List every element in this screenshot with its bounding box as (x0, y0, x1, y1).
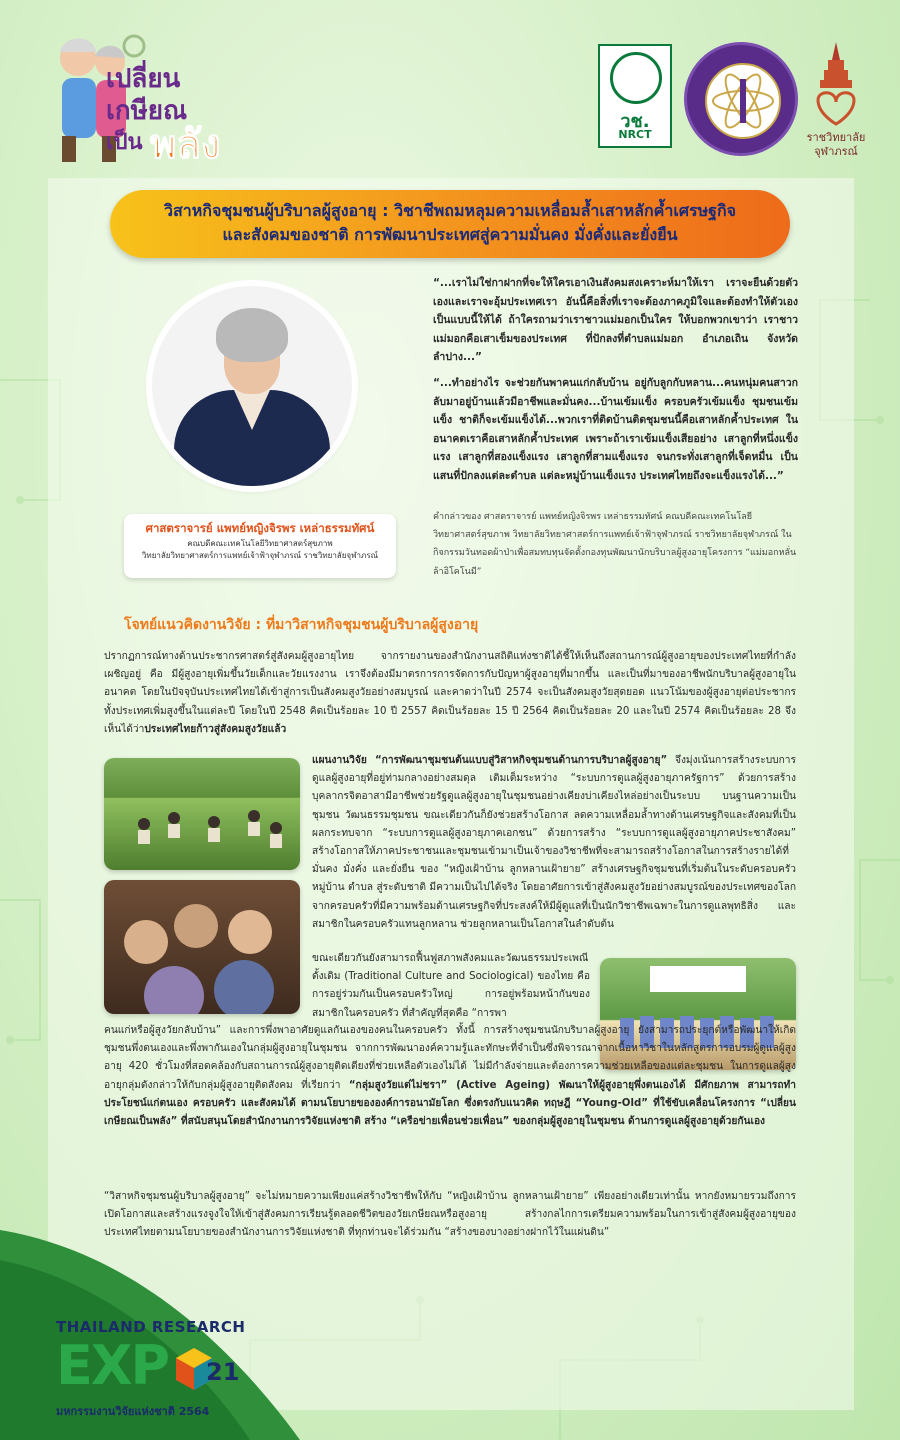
expo-word: EXP (56, 1334, 169, 1397)
paragraph-1: ปรากฏการณ์ทางด้านประชากรศาสตร์สู่สังคมผู้สูงอายุไทย จากรายงานของสำนักงานสถิติแห่งชาติได้ชี้ให้เห็นถึงสถานการณ์ผู้สูงอายุของประเทศไทยที่กำลังเผชิญอยู่ คือ มีผู้สูงอายุเพิ่มขึ้นวัยเด็กและวัยแรงงาน เราจึงต้องมีมาตรการการจัดการกับปัญหาผู้สูงอายุที่มากขึ้น และเป็นที่มาของอาชีพนักบริบาลผู้สูงอายุในอนาคต โดยในปัจจุบันประเทศไทยได้เข้าสู่การเป็นสังคมสูงวัยอย่างสมบูรณ์ และคาดว่าในปี 2574 จะเป็นสังคมสูงวัยสุดยอด แนวโน้มของผู้สูงอายุต่อประชากรทั้งประเทศเพิ่มสูงขึ้นในแต่ละปี โดยในปี 2548 คิดเป็นร้อยละ 10 ปี 2557 คิดเป็นร้อยละ 15 ปี 2564 คิดเป็นร้อยละ 20 และในปี 2574 คิดเป็นร้อยละ 28 จึงเห็นได้ว่าประเทศไทยก้าวสู่สังคมสูงวัยแล้ว (104, 651, 796, 735)
title-banner (110, 190, 790, 258)
crown-emblem-icon (796, 40, 876, 126)
logo-text-line1: เปลี่ยน (106, 64, 181, 94)
logo-text-line4: พลัง (150, 122, 221, 168)
rice-field-photo (104, 758, 300, 870)
speaker-position-1: คณบดีคณะเทคโนโลยีวิทยาศาสตร์สุขภาพ (187, 539, 333, 548)
cra-name-line1: ราชวิทยาลัย (806, 131, 866, 144)
paragraph-3: ขณะเดียวกันยังสามารถฟื้นฟูสภาพสังคมและวัฒนธรรมประเพณีดั้งเดิม (Traditional Culture and Sociological) ของไทย คือการอยู่ร่วมกันเป็นครอบครัวใหญ่ การอยู่พร้อมหน้ากันของสมาชิกในครอบครัว ที่สำคัญที่สุดคือ “การพา (312, 953, 590, 1019)
quote-2: “...ทำอย่างไร จะช่วยกันพาคนแก่กลับบ้าน อยู่กับลูกกับหลาน...คนหนุ่มคนสาวกลับมาอยู่บ้านแล้วมีอาชีพและมั่นคง...บ้านเข้มแข็ง ครอบครัวเข้มแข็ง ชุมชนเข้มแข็ง ชาติก็จะเข้มแข็งได้...พวกเราที่ติดบ้านติดชุมชนนี้คือเสาหลักค้ำประเทศ ในอนาคตเราคือเสาหลักค้ำประเทศ เพราะถ้าเราเข้มแข็งเสียอย่าง เสาลูกที่หนึ่งแข็งแรง เสาลูกที่สองแข็งแรง เสาลูกที่สามแข็งแรง จนกระทั่งเสาลูกที่เจ็ดหมื่น เป็นแสนที่ปักลงแต่ละตำบล แต่ละหมู่บ้านแข็งแรง ประเทศไทยถึงจะแข็งแรงได้...” (433, 377, 798, 482)
logo-text-line2: เกษียณ (106, 96, 188, 126)
thailand-research-expo-logo (56, 1318, 266, 1418)
cra-name-line2: จุฬาภรณ์ (814, 145, 858, 158)
nrct-logo (598, 44, 672, 148)
nrct-abbr: วช. (620, 111, 650, 132)
paragraph-2: แผนงานวิจัย “การพัฒนาชุมชนต้นแบบสู่วิสาหกิจชุมชนด้านการบริบาลผู้สูงอายุ” จึงมุ่งเน้นการสร้างระบบการดูแลผู้สูงอายุที่อยู่ท่ามกลางอย่างสมดุล เติมเต็มระหว่าง “ระบบการดูแลผู้สูงอายุภาครัฐการ” ด้วยการสร้างบุคลากรจิตอาสามีอาชีพช่วยรัฐดูแลผู้สูงอายุในชุมชนอย่างเคียงบ่าเคียงไหล่อย่างเป็นระบบ บนฐานความเป็นชุมชน วัฒนธรรมชุมชน ขณะเดียวกันก็ยังช่วยสร้างโอกาส ลดความเหลื่อมล้ำทางด้านเศรษฐกิจและสังคมที่เป็นผลกระทบจาก “ระบบการดูแลผู้สูงอายุภาคเอกชน” ด้วยการสร้าง “ระบบการดูแลผู้สูงอายุภาคประชาสังคม” สร้างโอกาสให้ภาคประชาชนและชุมชนเข้ามาเป็นเจ้าของวิชาชีพที่จะสามารถสร้างโอกาสในการสร้างรายได้ที่มั่นคง มั่งคั่ง และยั่งยืน ของ “หญิงเฝ้าบ้าน ลูกหลานเฝ้ายาย” สร้างเศรษฐกิจชุมชนที่เริ่มต้นในระดับครอบครัว หมู่บ้าน ตำบล สู่ระดับชาติ มีความเป็นไปได้จริง โดยอาศัยการเข้าสู่สังคมสูงวัยอย่างสมบูรณ์ของประเทศของโลก จากครอบครัวที่มีความพร้อมด้านเศรษฐกิจที่ประสงค์ให้มีผู้ดูแลที่เป็นนักวิชาชีพเฉพาะในการดูแลพุทธิสิ่ง และ สมาชิกในครอบครัวแทนลูกหลาน ช่วยลูกหลานเป็นโอกาสในลำดับต้น (312, 755, 796, 930)
expo-subtitle: มหกรรมงานวิจัยแห่งชาติ 2564 (56, 1405, 210, 1418)
speaker-name-card (124, 514, 396, 578)
ministry-seal-logo (684, 42, 798, 156)
banner-title-line2: และสังคมของชาติ การพัฒนาประเทศสู่ความมั่นคง มั่งคั่งและยั่งยืน (222, 225, 678, 244)
elderly-group-photo (104, 880, 300, 1014)
expo-year: 21 (206, 1358, 240, 1386)
paragraph-5: “วิสาหกิจชุมชนผู้บริบาลผู้สูงอายุ” จะไม่หมายความเพียงแค่สร้างวิชาชีพให้กับ “หญิงเฝ้าบ้าน ลูกหลานเฝ้ายาย” เพียงอย่างเดียวเท่านั้น หากยังหมายรวมถึงการเปิดโอกาสและสร้างแรงจูงใจให้เข้าสู่สังคมการเรียนรู้ตลอดชีวิตของวัยเกษียณหรือสูงอายุ สร้างกลไกการเตรียมความพร้อมในการเข้าสู่สังคมผู้สูงอายุของประเทศไทยตามนโยบายของสำนักงานการวิจัยแห่งชาติ ที่ทุกท่านจะได้ร่วมกัน “สร้างของบางอย่างฝากไว้ในแผ่นดิน” (104, 1191, 796, 1239)
paragraph-4: คนแก่หรือผู้สูงวัยกลับบ้าน” และการพึ่งพาอาศัยดูแลกันเองของคนในครอบครัว ทั้งนี้ การสร้างชุมชนนักบริบาลผู้สูงอายุ ยังสามารถประยุกต์หรือพัฒนาให้เกิดชุมชนพึ่งตนเองและพึ่งพากันเองในกลุ่มผู้สูงอายุในชุมชน จากการพัฒนาองค์ความรู้และทักษะที่จำเป็นซึ่งพิจารณาจากเนื้อหาวิชาในหลักสูตรการอบรมผู้ดูแลผู้สูงอายุ 420 ชั่วโมงที่สอดคล้องกับสถานการณ์ผู้สูงอายุติดเตียงที่ช่วยเหลือตัวเองไม่ได้ ไม่มีกำลังจ่ายและต้องการความช่วยเหลือของแต่ละชุมชน ในการดูแลผู้สูงอายุกลุ่มดังกล่าวให้กับกลุ่มผู้สูงอายุติดสังคม ที่เรียกว่า “กลุ่มสูงวัยแต่ไม่ชรา” (Active Ageing) พัฒนาให้ผู้สูงอายุพึ่งตนเองได้ มีศักยภาพ สามารถทำประโยชน์แก่ตนเอง ครอบครัว และสังคมได้ ตามนโยบายขององค์การอนามัยโลก ซึ่งตรงกับแนวคิด ทฤษฎี “Young-Old” ที่ใช้ขับเคลื่อนโครงการ “เปลี่ยนเกษียณเป็นพลัง” ที่สนับสนุนโดยสำนักงานการวิจัยแห่งชาติ สร้าง “เครือข่ายเพื่อนช่วยเพื่อน” ของกลุ่มผู้สูงอายุในชุมชน ด้านการดูแลผู้สูงอายุด้วยกันเอง (104, 1025, 796, 1128)
nrct-emblem-icon (610, 52, 662, 104)
speaker-name: ศาสตราจารย์ แพทย์หญิงจิรพร เหล่าธรรมทัศน์ (145, 521, 375, 535)
nrct-name: NRCT (618, 128, 652, 141)
ministry-emblem-icon (705, 63, 781, 139)
banner-title-line1: วิสาหกิจชุมชนผู้บริบาลผู้สูงอายุ : วิชาชีพถมหลุมความเหลื่อมล้ำเสาหลักค้ำเศรษฐกิจ (163, 201, 737, 220)
quote-caption: คำกล่าวของ ศาสตราจารย์ แพทย์หญิงจิรพร เหล่าธรรมทัศน์ คณบดีคณะเทคโนโลยีวิทยาศาสตร์สุขภาพ วิทยาลัยวิทยาศาสตร์การแพทย์เจ้าฟ้าจุฬาภรณ์ ราชวิทยาลัยจุฬาภรณ์ ในกิจกรรมวันทอดผ้าป่าเพื่อสมทบทุนจัดตั้งกองทุนพัฒนานักบริบาลผู้สูงอายุโครงการ “แม่มอกหลั่นล้าอิโคโนมี” (433, 512, 797, 577)
section-title: โจทย์แนวคิดงานวิจัย : ที่มาวิสาหกิจชุมชนผู้บริบาลผู้สูงอายุ (124, 617, 479, 633)
logo-text-line3: เป็น (106, 130, 143, 155)
chulabhorn-royal-academy-logo (796, 40, 876, 160)
expo-title: THAILAND RESEARCH (56, 1318, 246, 1336)
portrait-photo (152, 286, 352, 486)
quote-1: “...เราไม่ใช่กาฝากที่จะให้ใครเอาเงินสังคมสงเคราะห์มาให้เรา เราจะยืนด้วยตัวเองและเราจะอุ้มประเทศเรา อันนี้คือสิ่งที่เราจะต้องภาคภูมิใจและต้องทำให้ตัวเองเป็นแบบนี้ให้ได้ ถ้าใครถามว่าเราชาวแม่มอกเป็นใคร ให้บอกพวกเขาว่า เราชาวแม่มอกคือเสาเข็มของประเทศ ที่ปักลงที่ตำบลแม่มอก อำเภอเถิน จังหวัดลำปาง...” (433, 277, 798, 364)
speaker-position-2: วิทยาลัยวิทยาศาสตร์การแพทย์เจ้าฟ้าจุฬาภรณ์ ราชวิทยาลัยจุฬาภรณ์ (141, 551, 379, 560)
